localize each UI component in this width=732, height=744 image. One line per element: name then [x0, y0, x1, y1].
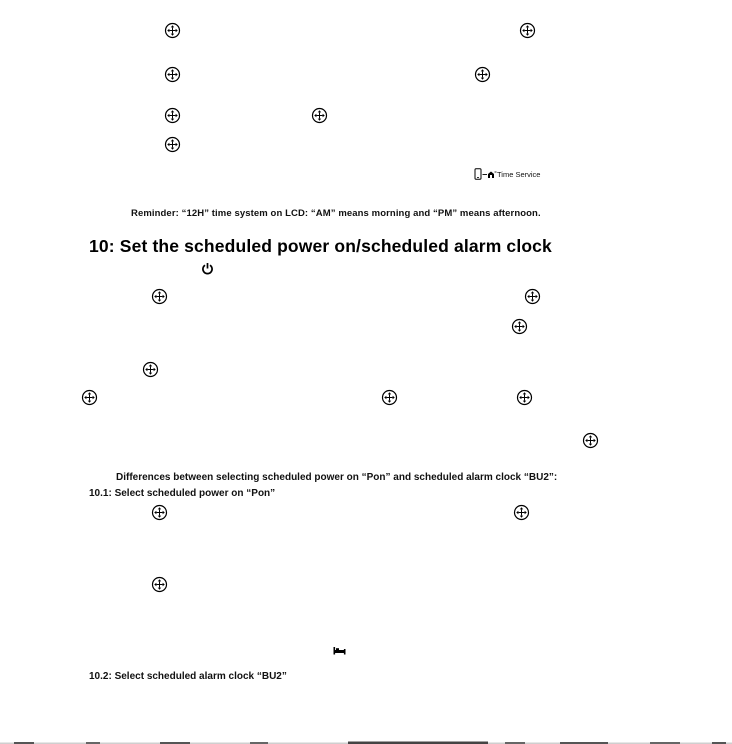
four-way-navigation-icon	[164, 136, 181, 153]
four-way-navigation-icon	[142, 361, 159, 378]
section-title: 10: Set the scheduled power on/scheduled alarm clock	[89, 236, 552, 256]
power-icon	[201, 262, 214, 275]
time-service-label: Time Service	[497, 170, 541, 179]
page-bottom-edge	[0, 740, 732, 744]
four-way-navigation-icon	[81, 389, 98, 406]
four-way-navigation-icon	[381, 389, 398, 406]
four-way-navigation-icon	[474, 66, 491, 83]
four-way-navigation-icon	[582, 432, 599, 449]
four-way-navigation-icon	[513, 504, 530, 521]
four-way-navigation-icon	[164, 107, 181, 124]
subsection-title-10-2: 10.2: Select scheduled alarm clock “BU2”	[89, 671, 287, 682]
phone-icon	[474, 168, 482, 180]
four-way-navigation-icon	[311, 107, 328, 124]
four-way-navigation-icon	[164, 22, 181, 39]
four-way-navigation-icon	[151, 504, 168, 521]
four-way-navigation-icon	[516, 389, 533, 406]
four-way-navigation-icon	[519, 22, 536, 39]
time-service-icon	[482, 170, 497, 179]
four-way-navigation-icon	[164, 66, 181, 83]
four-way-navigation-icon	[151, 288, 168, 305]
four-way-navigation-icon	[524, 288, 541, 305]
subsection-title-10-1: 10.1: Select scheduled power on “Pon”	[89, 488, 276, 499]
four-way-navigation-icon	[511, 318, 528, 335]
bed-icon	[333, 646, 346, 655]
four-way-navigation-icon	[151, 576, 168, 593]
differences-heading: Differences between selecting scheduled power on “Pon” and scheduled alarm clock “BU2”:	[116, 472, 558, 483]
reminder-note: Reminder: “12H” time system on LCD: “AM” means morning and “PM” means afternoon.	[131, 208, 541, 219]
